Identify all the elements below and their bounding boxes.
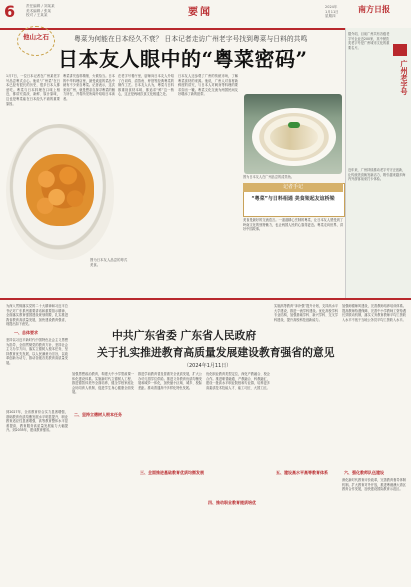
doc-para-8: 深化新时代教育评价改革，完善教育督导体制机制。扩大教育对外开放，推进粤港澳大湾区教育合作发展，加快建设国际教育示范区。 — [342, 478, 406, 492]
doc-intro: 为深入贯彻落实党的二十大精神和习近平总书记对广东系列重要讲话和重要指示精神，全面落实教育强国建设规划纲要，扎实推进我省教育高质量发展，加快建设教育强省，现提出如下意见。 — [6, 304, 68, 327]
doc-para-7: 加强师德师风建设，完善教师培养培训体系。提高教师待遇保障，完善中小学教师工资待遇长效联动机制，落实义务教育教师平均工资收入水平不低于当地公务员平均工资收入水平。 — [342, 304, 406, 322]
sidebar-text-a: 据介绍，目前广州共有各级老字号企业近200家，其中餐饮类老字号是广州城市文化的重要名片。 — [348, 32, 390, 50]
sidebar-tag — [393, 44, 407, 56]
doc-date: （2024年1月11日） — [184, 363, 232, 369]
photo-caption-1: 图为日本友人品尝的粤式美食。 — [90, 258, 128, 267]
page-number: 6 — [4, 2, 16, 21]
section-divider — [0, 298, 411, 300]
doc-section-4: 四、推动职业教育提质培优 — [208, 500, 256, 505]
feature-title[interactable]: 日本友人眼中的“粤菜密码” — [58, 47, 308, 71]
issue-date: 2024年 1月11日 星期四 — [325, 5, 339, 18]
reporter-note-head: 记者手记 — [243, 183, 343, 192]
fish-photo-garnish — [288, 122, 300, 128]
sidebar-title: 广州老字号 — [400, 60, 408, 95]
doc-section-3: 三、全面推进基础教育优质均衡发展 — [140, 470, 204, 475]
doc-title-line2[interactable]: 关于扎实推进教育高质量发展建设教育强省的意见 — [97, 346, 335, 359]
editor-info: 责任编辑 / 刘某某 美术编辑 / 张某 校对 / 王某某 — [26, 4, 55, 17]
reporter-note-text: “粤菜”与日料相通 美食架起友谊桥梁 — [251, 196, 335, 202]
sidebar-text-b: 近年来，广州持续推动老字号守正创新，让传统美食焕发新活力，吸引越来越多海内外游客前来打卡体验。 — [348, 168, 406, 182]
photo-caption-2: 图为日本友人在广州品尝的清蒸鱼。 — [243, 175, 294, 179]
doc-section-2: 二、坚持立德树人根本任务 — [74, 412, 122, 417]
doc-section-1: 一、总体要求 — [14, 330, 38, 335]
feature-body-col3: 在老字号餐厅里，厨师向日本友人介绍了白切鸡、清蒸鱼、虾饺等经典粤菜的制作工艺。日本友人认为，粤菜与日料都重视食材本味，都追求“鲜”这一核心，这正是两地饮食文化相通之处。 — [118, 74, 174, 97]
food-photo-dish — [26, 154, 94, 226]
doc-para-6: 实施高等教育“冲补强”提升计划，支持高水平大学建设，推进一流学科建设。优化高校学科专业结构，加强基础学科、新兴学科、交叉学科建设，提升高校科技创新能力。 — [274, 304, 338, 322]
page-header — [0, 0, 411, 30]
doc-para-4: 推进学前教育普及普惠安全优质发展，扩大公办幼儿园学位供给。推进义务教育优质均衡发展和城乡一体化，加快缩小区域、城乡、校际差距。推动普通高中多样化特色发展。 — [138, 372, 202, 390]
feature-body-col2: 粤菜讲究选料精细、火候恰当。日本的中华料理店里，最受欢迎的菜品中就有不少来自粤菜。记者表示，这次来到广州，就是想亲自探寻粤菜的魅力所在，并将所见所闻介绍给日本读者。 — [63, 74, 115, 101]
newspaper-logo: 南方日报 — [358, 5, 390, 14]
doc-para-1: 坚持以习近平新时代中国特色社会主义思想为指导，全面贯彻党的教育方针，坚持社会主义办学方向，落实立德树人根本任务，坚持教育优先发展，以人民满意为宗旨，以改革创新为动力，推动各级各类教育高质量发展。 — [6, 338, 68, 365]
feature-body-col1: 1月7日，一位日本记者在广州某老字号品尝粤式点心。他说“广州菜”在日本已经有很长的历史，很多日本人都爱吃。粤菜与日本料理在口味上相近，都讲究清淡、新鲜、原汁原味，这也是粤菜能在日本经久不衰的重要原因。 — [6, 74, 60, 106]
feature-body-col5: 美食是最好的交流语言。一道道精心烹制的粤菜，让日本友人感受到了岭南文化的独特魅力，也让两国人民的心靠得更近。粤菜走向世界，讲好中国故事。 — [243, 218, 343, 232]
feature-subtitle: 粤菜为何能在日本经久不衰？ 日本记者走访广州老字号找到粤菜与日料的共鸣 — [74, 35, 308, 43]
doc-para-5: 优化职业教育类型定位，深化产教融合、校企合作。推进职普融通、产教融合、科教融汇，建设一批高水平职业院校和专业群，培养更多高素质技术技能人才、能工巧匠、大国工匠。 — [206, 372, 270, 390]
section-title: 要闻 — [188, 7, 212, 18]
column-seal: 他山之石 — [17, 26, 55, 56]
doc-para-3: 加强思想政治教育，构建大中小学思政课一体化建设体系。实施新时代立德树人工程，推进德智体美劳全面培养，健全学校家庭社会协同育人机制，促进学生身心健康全面发展。 — [72, 372, 134, 395]
doc-section-5: 五、建设高水平高等教育体系 — [276, 470, 328, 475]
feature-body-col4: 日本友人还参观了广州的传统市场，了解粤菜食材的来源。他说，广州人对食材新鲜度的讲究，与日本人对刺身等料理的要求如出一辙。粤菜文化交流为两国民间友好增添了新的纽带。 — [178, 74, 238, 97]
doc-title-line1[interactable]: 中共广东省委 广东省人民政府 — [112, 329, 257, 342]
doc-para-2: 到2027年，全省教育综合实力显著增强，基础教育优质均衡发展水平明显提升，职业教育适应性显著增强，高等教育整体水平显著提高，教育服务高质量发展能力大幅提升。到2035年，建成教育强省。 — [6, 410, 68, 433]
doc-section-6: 六、强化教师队伍建设 — [344, 470, 384, 475]
